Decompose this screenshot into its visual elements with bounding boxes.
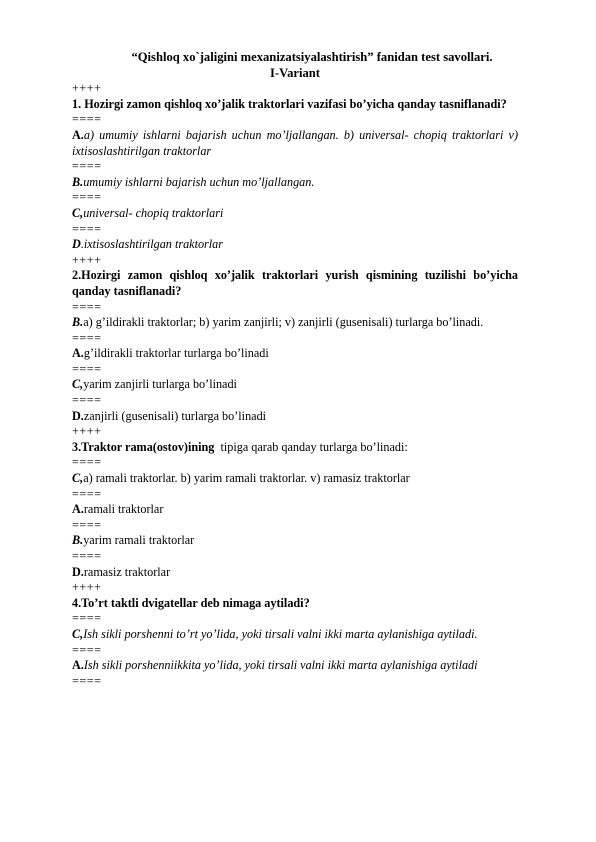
answer-letter: C, (72, 205, 84, 220)
answer-letter: C, (72, 377, 84, 392)
q4-correct-answer (72, 627, 518, 643)
equal-separator: ==== (72, 549, 102, 563)
equal-separator: ==== (72, 299, 102, 314)
answer-text: Ish sikli porshenni to’rt yo’lida, yoki tirsali valni ikki marta aylanishiga aytiladi. (83, 626, 478, 641)
equal-separator: ==== (72, 642, 102, 657)
answer-text: a) umumiy ishlarni bajarish uchun mo’ljallangan. b) universal- chopiq traktorlari v) ixtisoslashtirilgan traktorlar (72, 127, 518, 158)
answer-text: yarim zanjirli turlarga bo’linadi (83, 377, 237, 392)
answer-letter: D (72, 237, 81, 252)
variant-heading: I-Variant (270, 65, 320, 80)
q4-option (72, 658, 518, 674)
answer-letter: B. (72, 533, 84, 548)
question-rest: tipiga qarab qanday turlarga bo’linadi: (214, 439, 408, 454)
document-title: “Qishloq xo`jaligini mexanizatsiyalashtirish” fanidan test savollari. (131, 50, 493, 64)
answer-text: Ish sikli porshenniikkita yo’lida, yoki tirsali valni ikki marta aylanishiga aytiladi (83, 658, 478, 673)
question-1: 1. Hozirgi zamon qishloq xo’jalik traktorlari vazifasi bo’yicha qanday tasniflanadi? (72, 96, 507, 111)
q3-option (72, 502, 518, 518)
q2-option (72, 346, 518, 362)
answer-letter: C, (72, 471, 84, 486)
answer-text: zanjirli (gusenisali) turlarga bo’linadi (83, 408, 267, 423)
q1-correct-answer (72, 128, 518, 159)
question-3 (72, 440, 518, 456)
answer-text: ramasiz traktorlar (83, 564, 171, 579)
equal-separator: ==== (72, 673, 102, 688)
answer-letter: A. (72, 127, 84, 142)
answer-letter: A. (72, 502, 84, 517)
answer-text: .ixtisoslashtirilgan traktorlar (80, 237, 224, 252)
answer-letter: B. (72, 315, 84, 330)
q3-option (72, 565, 518, 581)
question-bold-part: 3.Traktor rama(ostov)ining (72, 439, 215, 454)
equal-separator: ==== (72, 221, 102, 236)
answer-letter: D. (72, 564, 84, 579)
plus-separator: ++++ (72, 424, 102, 439)
equal-separator: ==== (72, 486, 102, 501)
equal-separator: ==== (72, 393, 102, 408)
q1-option (72, 237, 518, 253)
answer-letter: D. (72, 408, 84, 423)
answer-text: a) ramali traktorlar. b) yarim ramali traktorlar. v) ramasiz traktorlar (83, 471, 410, 486)
answer-text: g’ildirakli traktorlar turlarga bo’linadi (83, 346, 269, 361)
answer-text: umumiy ishlarni bajarish uchun mo’ljallangan. (83, 174, 315, 189)
answer-text: ramali traktorlar (83, 502, 164, 517)
equal-separator: ==== (72, 330, 102, 345)
q1-option (72, 175, 518, 191)
plus-separator: ++++ (72, 81, 102, 96)
question-4: 4.To’rt taktli dvigatellar deb nimaga aytiladi? (72, 595, 310, 610)
q2-option (72, 377, 518, 393)
equal-separator: ==== (72, 611, 102, 626)
q2-correct-answer (72, 315, 518, 331)
q3-option (72, 533, 518, 549)
equal-separator: ==== (72, 190, 102, 205)
equal-separator: ==== (72, 112, 102, 127)
answer-letter: B. (72, 174, 84, 189)
plus-separator: ++++ (72, 252, 102, 267)
answer-text: yarim ramali traktorlar (83, 533, 195, 548)
answer-letter: A. (72, 346, 84, 361)
answer-letter: C, (72, 626, 84, 641)
equal-separator: ==== (72, 455, 102, 470)
q3-correct-answer (72, 471, 518, 487)
answer-letter: A. (72, 658, 84, 673)
plus-separator: ++++ (72, 580, 102, 595)
q2-option (72, 409, 518, 425)
q1-option (72, 206, 518, 222)
answer-text: a) g’ildirakli traktorlar; b) yarim zanjirli; v) zanjirli (gusenisali) turlarga bo’linadi. (83, 315, 484, 330)
equal-separator: ==== (72, 361, 102, 376)
question-2: 2.Hozirgi zamon qishloq xo’jalik traktorlari yurish qismining tuzilishi bo’yicha qanday tasniflanadi? (72, 268, 518, 298)
answer-text: universal- chopiq traktorlari (83, 205, 224, 220)
equal-separator: ==== (72, 159, 102, 174)
equal-separator: ==== (72, 517, 102, 532)
